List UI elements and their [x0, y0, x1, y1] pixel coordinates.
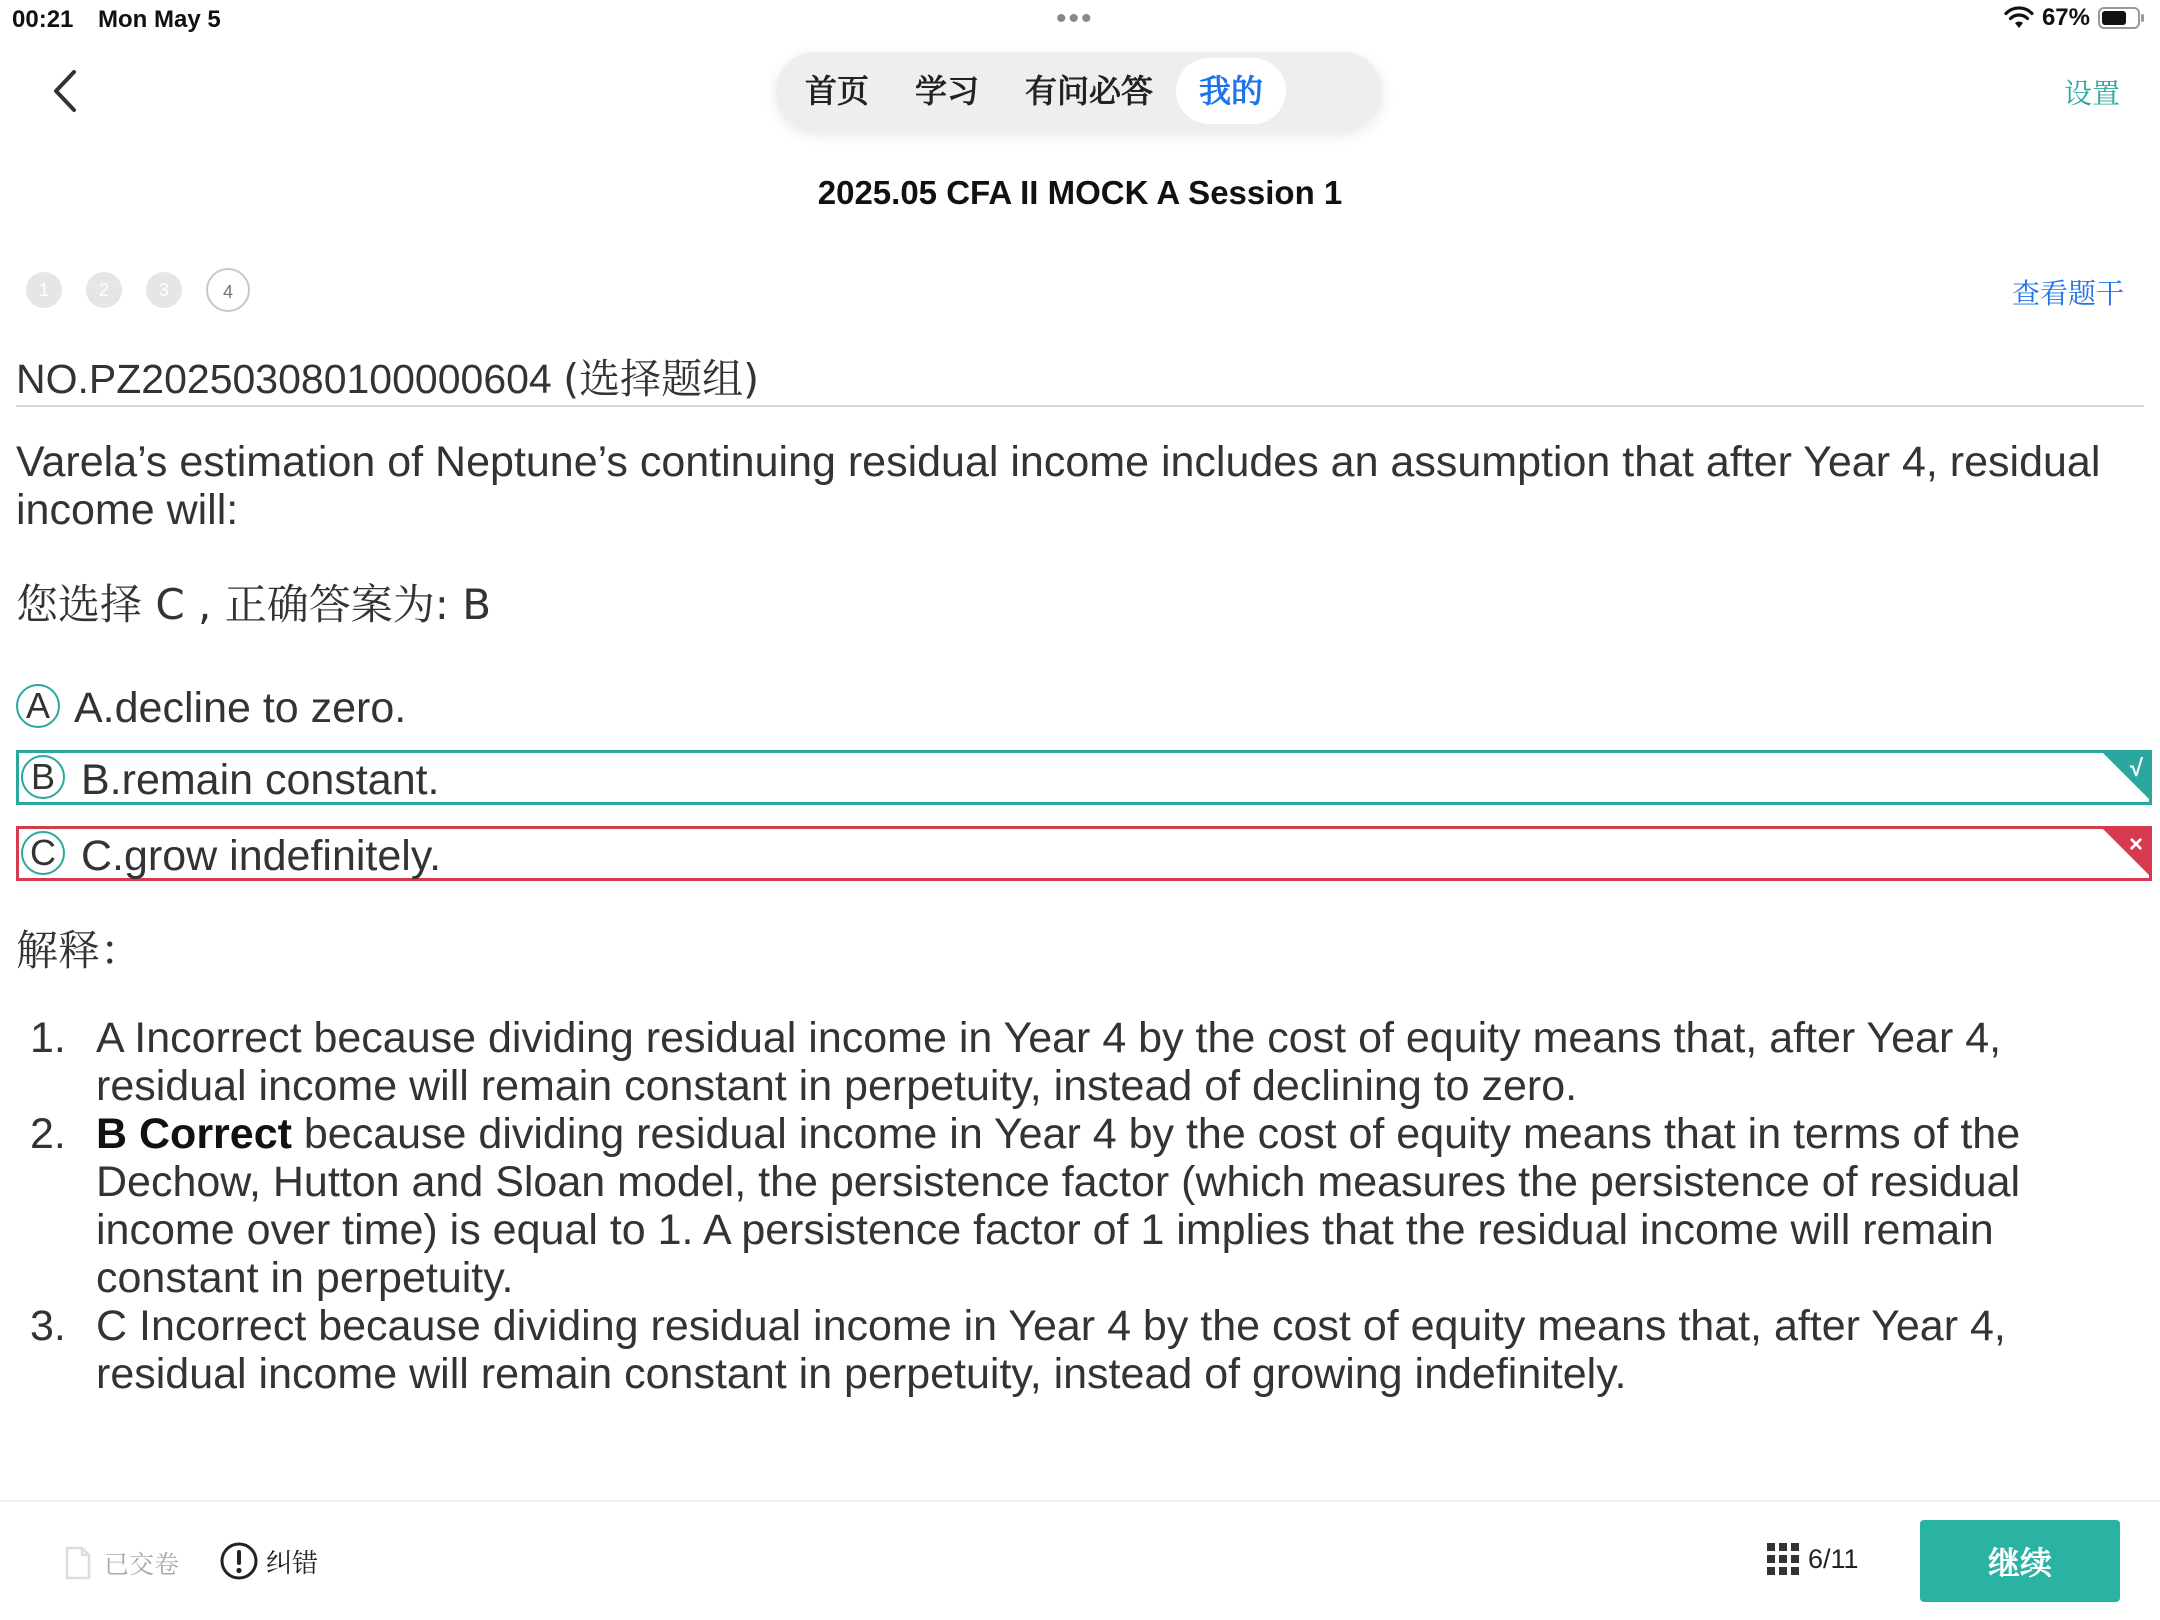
- explanation-number: 1.: [30, 1014, 66, 1062]
- explanation-heading: 解释：: [16, 926, 143, 975]
- option-b[interactable]: [16, 750, 2152, 805]
- option-a[interactable]: [16, 682, 2152, 734]
- divider: [16, 405, 2144, 407]
- explanation-list: [30, 1014, 2140, 1398]
- wrong-corner-icon: [2100, 826, 2152, 878]
- explanation-text: C Incorrect because dividing residual income in Year 4 by the cost of equity means that, after Year 4, residual income will remain constant in perpetuity, instead of growing indefinitely.: [96, 1302, 2006, 1398]
- battery-percent: 67%: [2041, 4, 2090, 31]
- question-progress[interactable]: [1766, 1542, 1859, 1576]
- status-bar: [0, 0, 2160, 40]
- page-title: 2025.05 CFA II MOCK A Session 1: [817, 174, 1343, 211]
- settings-link[interactable]: 设置: [2063, 77, 2120, 110]
- answer-summary: 您选择 C , 正确答案为: B: [16, 580, 492, 629]
- multitasking-dots-icon[interactable]: •••: [1056, 2, 1094, 35]
- explanation-bold-lead: B Correct: [96, 1110, 292, 1158]
- status-time: 00:21: [12, 6, 74, 33]
- explanation-item: [30, 1110, 2140, 1302]
- explanation-text: because dividing residual income in Year 4 by the cost of equity means that in terms of the Dechow, Hutton and Sloan model, the persistence factor (which measures the persistence of residual income over time) is equal to 1. A persistence factor of 1 implies that the residual income will remain constant in perpetuity.: [96, 1110, 2021, 1302]
- top-nav-tabs: [776, 52, 1382, 130]
- alert-circle-icon: [218, 1540, 260, 1582]
- tab-study[interactable]: 学习: [915, 72, 980, 110]
- bottom-divider: [0, 1500, 2160, 1502]
- status-date: Mon May 5: [98, 6, 221, 33]
- status-right: [2004, 4, 2146, 32]
- report-error-button[interactable]: [218, 1540, 318, 1582]
- tab-qa[interactable]: 有问必答: [1025, 72, 1154, 110]
- question-indicator-3[interactable]: 3: [146, 272, 182, 308]
- grid-icon: [1766, 1542, 1800, 1576]
- explanation-number: 3.: [30, 1302, 66, 1350]
- question-indicators: [26, 268, 250, 312]
- question-text: Varela’s estimation of Neptune’s continuing residual income includes an assumption that after Year 4, residual income will:: [16, 438, 2101, 534]
- option-marker-b: B: [21, 755, 65, 799]
- option-marker-c: C: [21, 831, 65, 875]
- question-number: [16, 346, 759, 405]
- question-indicator-2[interactable]: 2: [86, 272, 122, 308]
- view-stem-link[interactable]: 查看题干: [2011, 277, 2124, 310]
- option-text-b: B.remain constant.: [81, 756, 440, 804]
- tab-mine[interactable]: 我的: [1176, 58, 1286, 124]
- option-text-c: C.grow indefinitely.: [81, 832, 442, 880]
- option-c[interactable]: [16, 826, 2152, 881]
- report-error-label: 纠错: [266, 1548, 319, 1579]
- continue-button[interactable]: 继续: [1920, 1520, 2120, 1602]
- wifi-icon: [2004, 6, 2034, 30]
- progress-label: 6/11: [1808, 1543, 1859, 1574]
- wrong-x-icon: ×: [2128, 831, 2143, 858]
- tab-home[interactable]: 首页: [805, 72, 870, 110]
- submitted-label: 已交卷: [104, 1550, 180, 1579]
- document-icon: [58, 1544, 96, 1582]
- question-id: NO.PZ202503080100000604: [16, 356, 552, 402]
- explanation-item: [30, 1302, 2140, 1398]
- correct-corner-icon: [2100, 750, 2152, 802]
- option-marker-a: A: [16, 684, 60, 728]
- submitted-button[interactable]: [58, 1544, 179, 1582]
- correct-check-icon: √: [2129, 755, 2143, 782]
- question-indicator-1[interactable]: 1: [26, 272, 62, 308]
- back-chevron-icon[interactable]: [46, 66, 86, 116]
- option-text-a: A.decline to zero.: [74, 684, 407, 732]
- explanation-item: [30, 1014, 2140, 1110]
- battery-icon: [2098, 6, 2146, 30]
- explanation-text: A Incorrect because dividing residual income in Year 4 by the cost of equity means that, after Year 4, residual income will remain constant in perpetuity, instead of declining to zero.: [96, 1014, 2002, 1110]
- question-indicator-4[interactable]: 4: [206, 268, 250, 312]
- explanation-number: 2.: [30, 1110, 66, 1158]
- question-type: (选择题组): [563, 355, 760, 403]
